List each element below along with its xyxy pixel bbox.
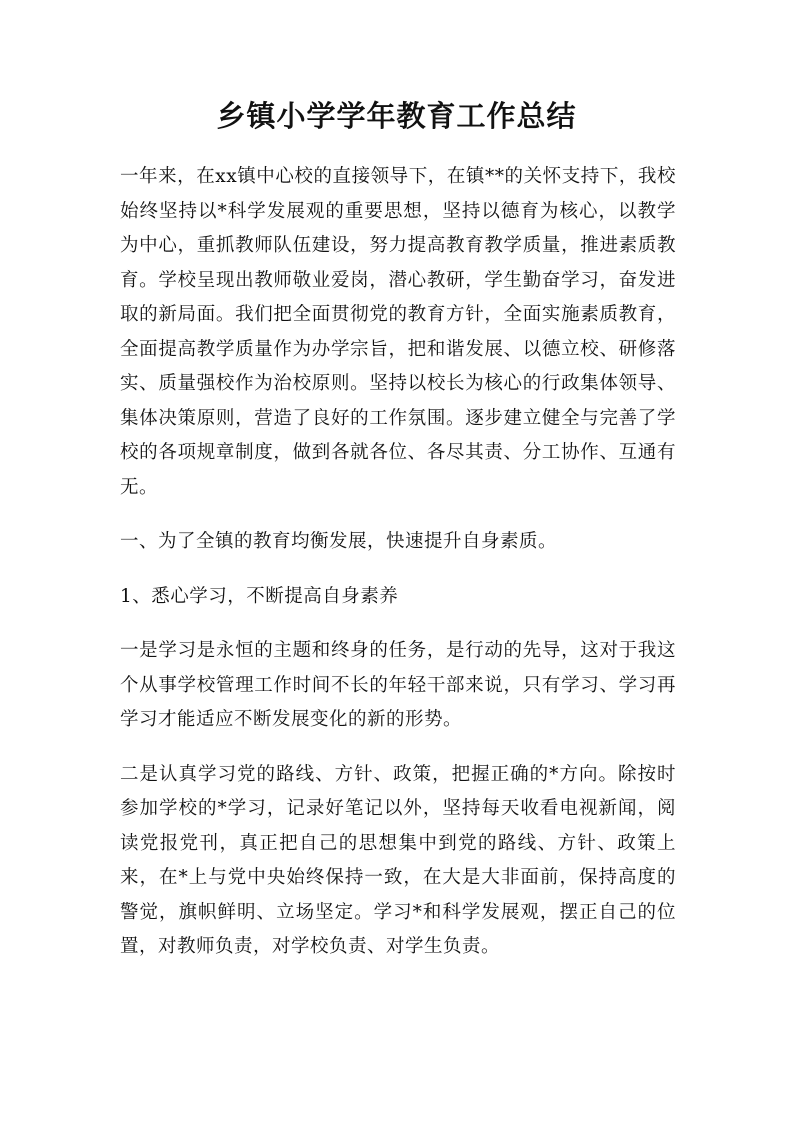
intro-paragraph: 一年来，在xx镇中心校的直接领导下，在镇**的关怀支持下，我校始终坚持以*科学发展观的重要思想，坚持以德育为核心，以教学为中心，重抓教师队伍建设，努力提高教育教学质量，推进素质教育。学校呈现出教师敬业爱岗，潜心教研，学生勤奋学习，奋发进取的新局面。我们把全面贯彻党的教育方针，全面实施素质教育，全面提高教学质量作为办学宗旨，把和谐发展、以德立校、研修落实、质量强校作为治校原则。坚持以校长为核心的行政集体领导、集体决策原则，营造了良好的工作氛围。逐步建立健全与完善了学校的各项规章制度，做到各就各位、各尽其责、分工协作、互通有无。: [120, 166, 676, 498]
subsection-heading: 1、悉心学习，不断提高自身素养: [120, 585, 399, 607]
body-paragraph-1: 一是学习是永恒的主题和终身的任务，是行动的先导，这对于我这个从事学校管理工作时间不长的年轻干部来说，只有学习、学习再学习才能适应不断发展变化的新的形势。: [120, 640, 676, 730]
document-body: [120, 160, 676, 985]
section-heading: 一、为了全镇的教育均衡发展，快速提升自身素质。: [120, 531, 558, 552]
body-paragraph-2: 二是认真学习党的路线、方针、政策，把握正确的*方向。除按时参加学校的*学习，记录好笔记以外，坚持每天收看电视新闻，阅读党报党刊，真正把自己的思想集中到党的路线、方针、政策上来，在*上与党中央始终保持一致，在大是大非面前，保持高度的警觉，旗帜鲜明、立场坚定。学习*和科学发展观，摆正自己的位置，对教师负责，对学校负责、对学生负责。: [120, 763, 676, 957]
document-title: 乡镇小学学年教育工作总结: [216, 99, 577, 133]
